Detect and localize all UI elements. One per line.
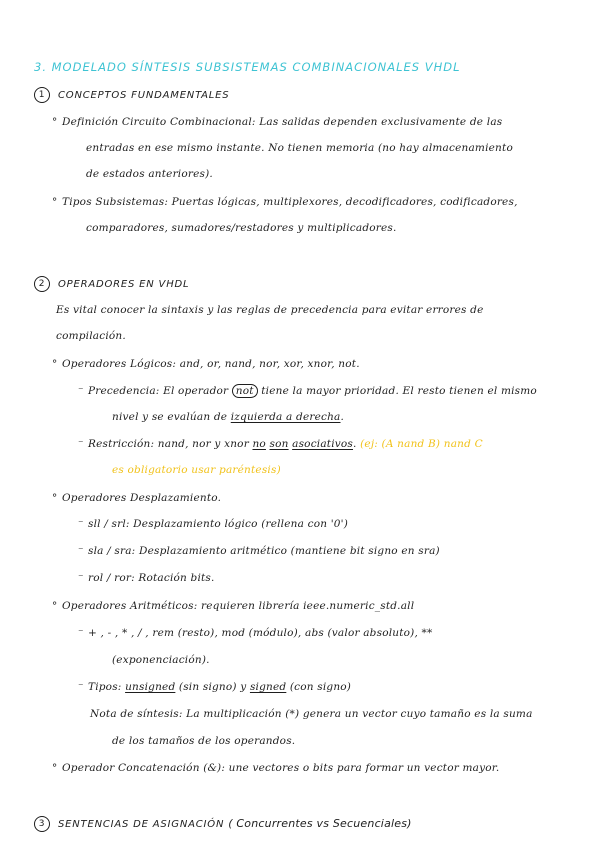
tipos-arit-text: (con signo) xyxy=(289,681,352,693)
logicos-text: and, or, nand, nor, xor, xnor, not. xyxy=(179,358,360,370)
page-title: 3. MODELADO SÍNTESIS SUBSISTEMAS COMBINACIONALES VHDL xyxy=(34,60,461,74)
precedencia-text: nivel y se evalúan de xyxy=(112,411,228,423)
bullet-icon: ° xyxy=(52,358,58,370)
bullet-icon: ° xyxy=(52,600,58,612)
definition-text-cont: entradas en ese mismo instante. No tienen memoria (no hay almacenamiento xyxy=(86,142,513,154)
nota-label: Nota de síntesis: xyxy=(90,708,183,720)
section-number-badge: 2 xyxy=(34,276,50,292)
concat-text: une vectores o bits para formar un vector mayor. xyxy=(228,762,500,774)
sll-line xyxy=(78,518,348,530)
bullet-icon: ° xyxy=(52,116,58,128)
section-heading: SENTENCIAS DE ASIGNACIÓN xyxy=(58,819,225,830)
nota-line xyxy=(90,708,533,720)
tipos-arit-text: (sin signo) y xyxy=(178,681,247,693)
desplazamiento-label: Operadores Desplazamiento. xyxy=(62,492,222,504)
section-heading-paren: ( Concurrentes vs Secuenciales) xyxy=(228,817,412,830)
aritmeticos-ops: + , - , * , / , rem (resto), mod (módulo), abs (valor absoluto), ** xyxy=(88,627,433,639)
bullet-icon: ° xyxy=(52,492,58,504)
tipos-label: Tipos Subsistemas: xyxy=(62,196,169,208)
aritmeticos-label: Operadores Aritméticos: xyxy=(62,600,198,612)
tipos-text: Puertas lógicas, multiplexores, decodificadores, codificadores, xyxy=(171,196,518,208)
dash-icon: ⁻ xyxy=(78,518,84,530)
dash-icon: ⁻ xyxy=(78,681,84,693)
signed-underlined: signed xyxy=(249,681,287,693)
rol-text: Rotación bits. xyxy=(138,572,215,584)
section-heading: CONCEPTOS FUNDAMENTALES xyxy=(58,90,230,101)
no-underlined: no xyxy=(252,438,266,450)
tipos-text-cont: comparadores, sumadores/restadores y multiplicadores. xyxy=(86,222,397,234)
asociativos-underlined: asociativos xyxy=(292,438,354,450)
aritmeticos-line xyxy=(52,600,414,612)
dash-icon: ⁻ xyxy=(78,545,84,557)
aritmeticos-ops-cont: (exponenciación). xyxy=(112,654,210,666)
dash-icon: ⁻ xyxy=(78,572,84,584)
sla-text: Desplazamiento aritmético (mantiene bit signo en sra) xyxy=(138,545,440,557)
dash-icon: ⁻ xyxy=(78,438,84,450)
dash-icon: ⁻ xyxy=(78,385,84,397)
aritmeticos-ops-line xyxy=(78,627,432,639)
precedencia-label: Precedencia: xyxy=(88,385,160,397)
definition-line xyxy=(52,116,502,128)
restriccion-example-cont: es obligatorio usar paréntesis) xyxy=(112,464,281,476)
unsigned-underlined: unsigned xyxy=(125,681,176,693)
definition-text: Las salidas dependen exclusivamente de las xyxy=(259,116,503,128)
restriccion-label: Restricción: xyxy=(88,438,155,450)
sla-label: sla / sra: xyxy=(88,545,136,557)
sll-text: Desplazamiento lógico (rellena con '0') xyxy=(133,518,349,530)
section-3-heading-row xyxy=(34,816,412,832)
section-2-heading-row xyxy=(34,276,189,292)
precedencia-text: tiene la mayor prioridad. El resto tienen el mismo xyxy=(261,385,537,397)
sla-line xyxy=(78,545,440,557)
nota-text: La multiplicación (*) genera un vector cuyo tamaño es la suma xyxy=(186,708,533,720)
son-underlined: son xyxy=(269,438,289,450)
definition-label: Definición Circuito Combinacional: xyxy=(62,116,256,128)
desplazamiento-line xyxy=(52,492,221,504)
logicos-label: Operadores Lógicos: xyxy=(62,358,177,370)
section-number-badge: 1 xyxy=(34,87,50,103)
restriccion-text: nand, nor y xnor xyxy=(157,438,249,450)
sll-label: sll / srl: xyxy=(88,518,130,530)
aritmeticos-text: requieren librería ieee.numeric_std.all xyxy=(201,600,415,612)
rol-label: rol / ror: xyxy=(88,572,135,584)
section-1-heading-row xyxy=(34,87,229,103)
precedencia-line xyxy=(78,385,537,397)
section-number-badge: 3 xyxy=(34,816,50,832)
section-heading: OPERADORES EN VHDL xyxy=(58,279,190,290)
concat-line xyxy=(52,762,499,774)
period: . xyxy=(353,438,357,450)
restriccion-example: (ej: (A nand B) nand C xyxy=(360,438,483,450)
rol-line xyxy=(78,572,215,584)
not-operator-circled: not xyxy=(232,384,258,398)
intro-text-cont: compilación. xyxy=(56,330,126,342)
tipos-arit-label: Tipos: xyxy=(88,681,122,693)
restriccion-line xyxy=(78,438,483,450)
tipos-arit-line xyxy=(78,681,351,693)
concat-label: Operador Concatenación (&): xyxy=(62,762,226,774)
period: . xyxy=(340,411,345,423)
tipos-line xyxy=(52,196,518,208)
dash-icon: ⁻ xyxy=(78,627,84,639)
nota-text-cont: de los tamaños de los operandos. xyxy=(112,735,296,747)
direction-underlined: izquierda a derecha xyxy=(230,411,341,423)
bullet-icon: ° xyxy=(52,762,58,774)
logicos-line xyxy=(52,358,360,370)
precedencia-text: El operador xyxy=(163,385,229,397)
definition-text-cont: de estados anteriores). xyxy=(86,168,213,180)
precedencia-line-cont xyxy=(112,411,344,423)
intro-text: Es vital conocer la sintaxis y las reglas de precedencia para evitar errores de xyxy=(56,304,484,316)
bullet-icon: ° xyxy=(52,196,58,208)
